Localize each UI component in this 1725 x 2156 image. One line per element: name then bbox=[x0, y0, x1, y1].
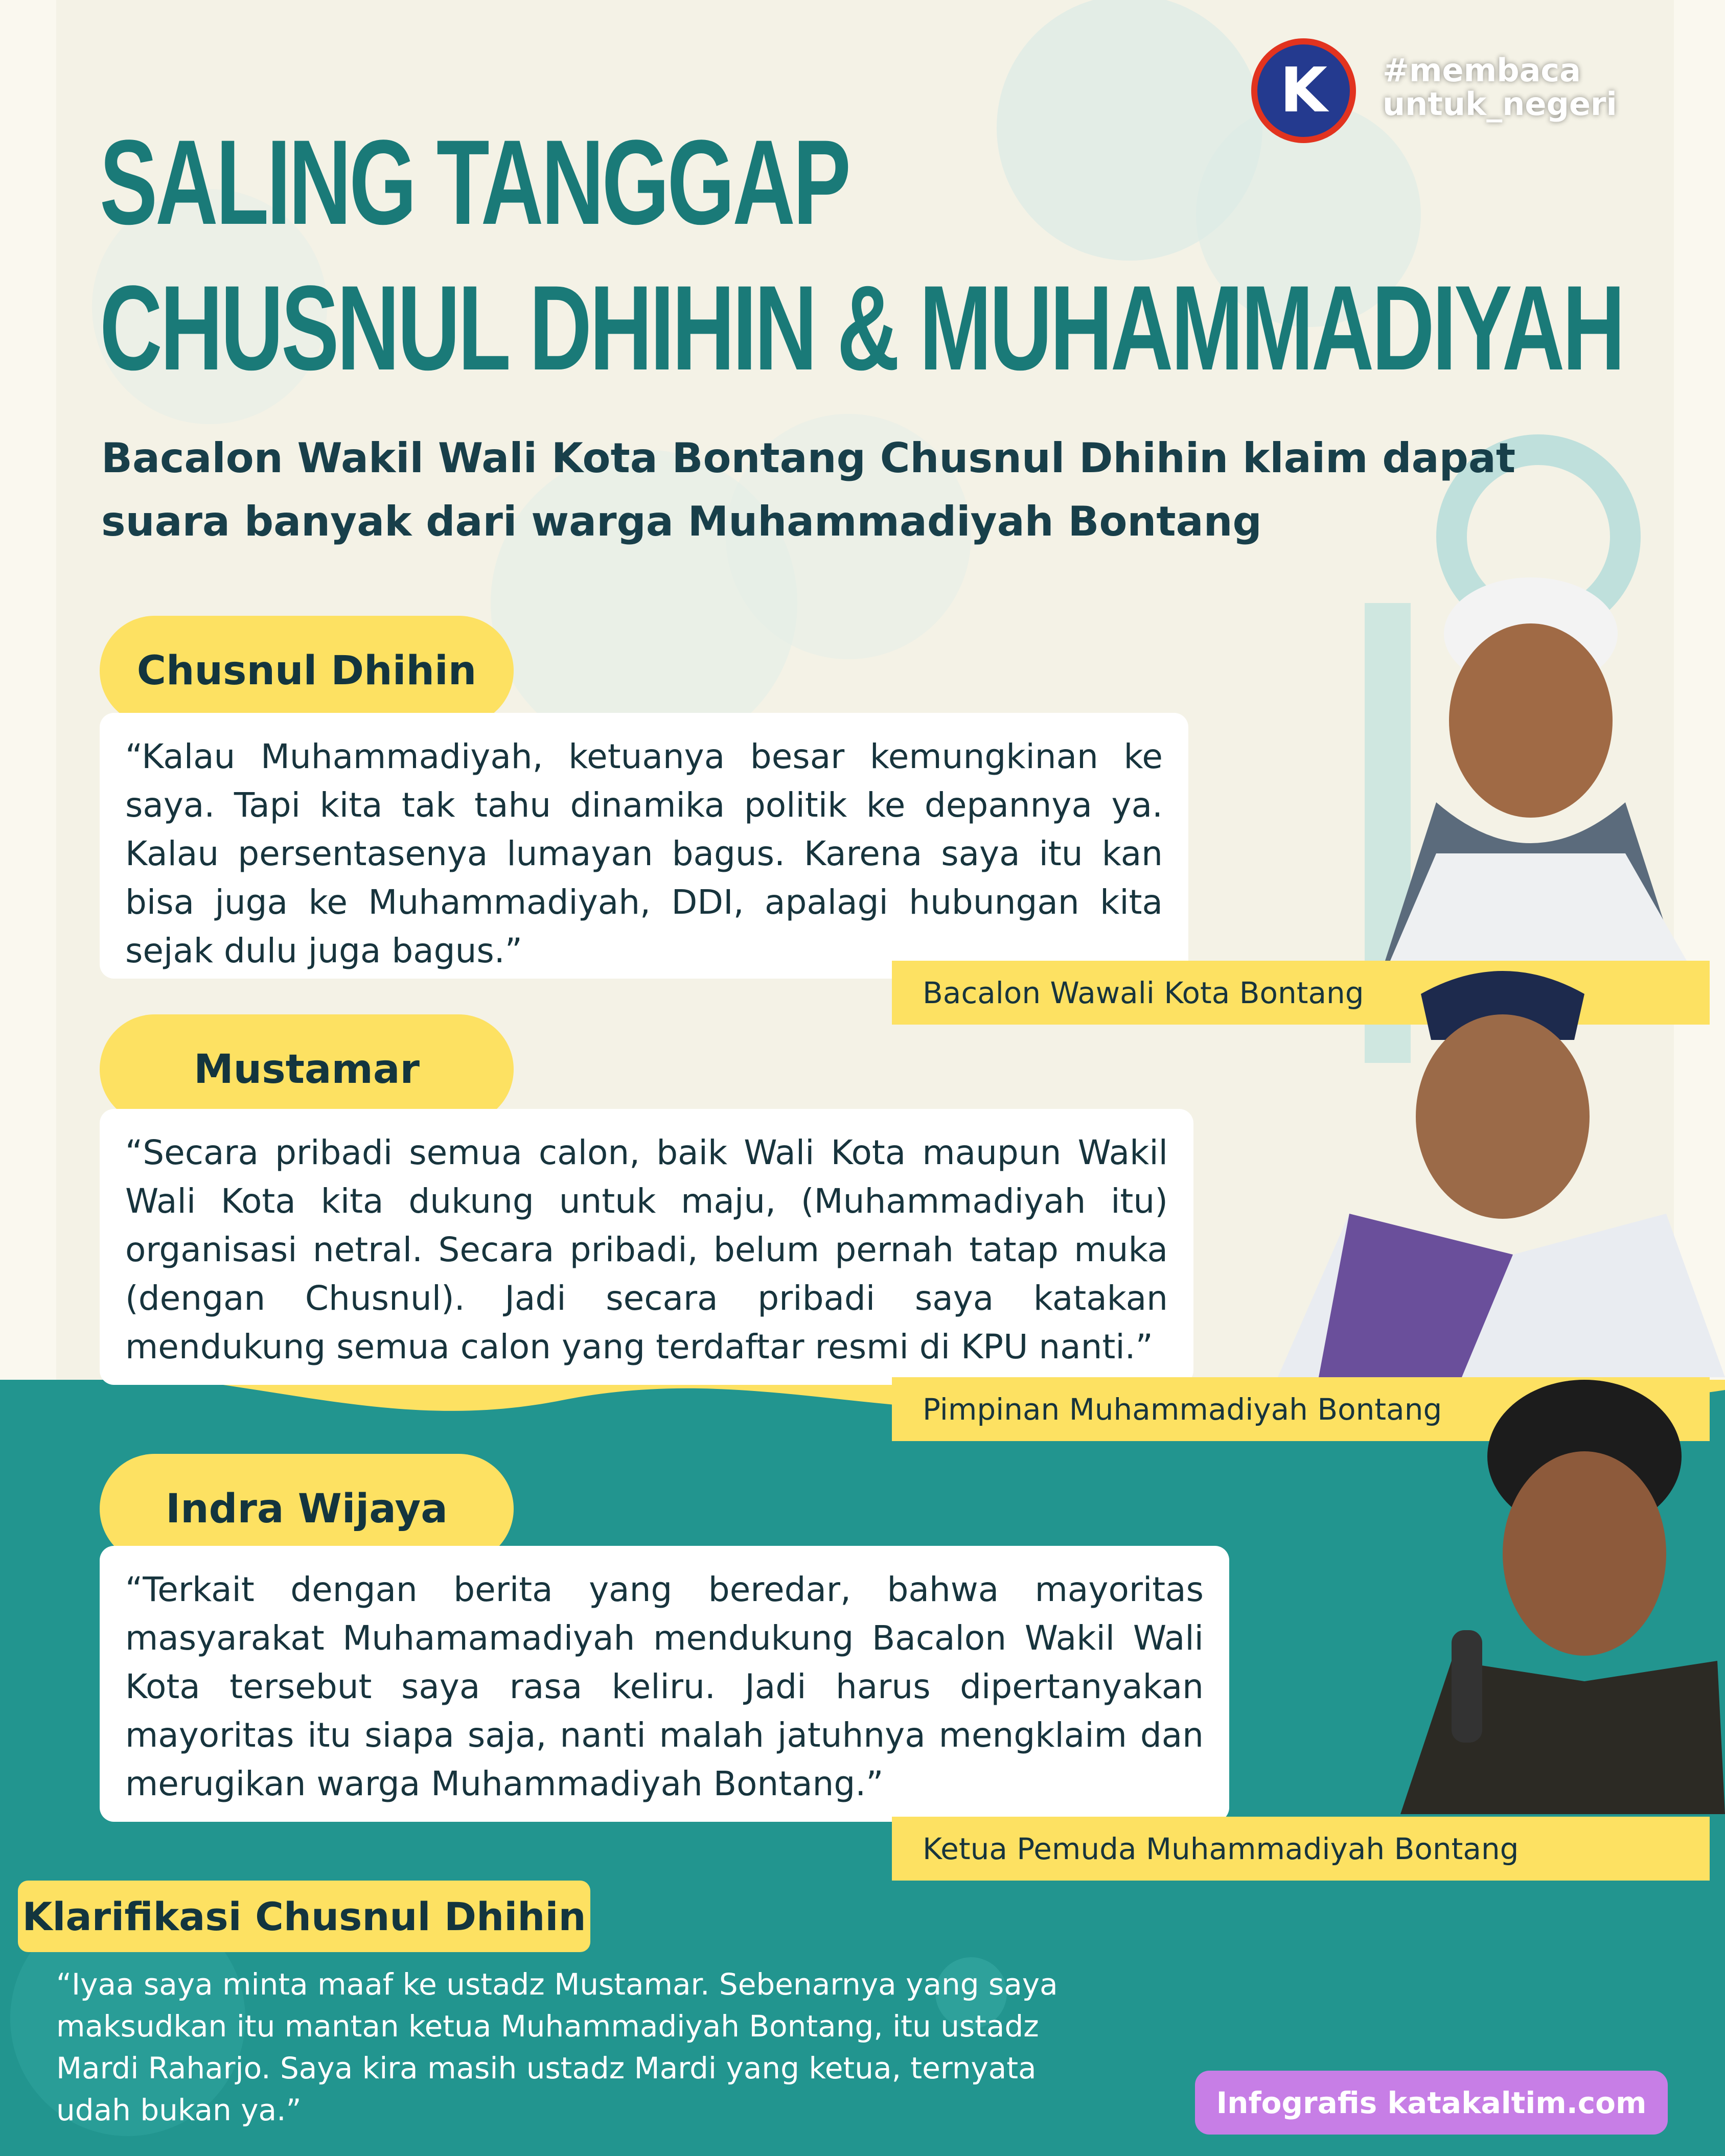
person-icon bbox=[1380, 1375, 1725, 1814]
portrait-mustamar-photo bbox=[1247, 948, 1725, 1377]
speaker-role-bar: Bacalon Wawali Kota Bontang bbox=[892, 961, 1710, 1025]
quote-box: “Terkait dengan berita yang beredar, bahwa mayoritas masyarakat Muhamamadiyah mendukung Bacalon Wakil Wali Kota tersebut saya rasa keliru. Jadi harus dipertanyakan mayoritas itu siapa saja, nanti malah jatuhnya mengklaim dan merugikan warga Muhammadiyah Bontang.” bbox=[100, 1546, 1229, 1822]
k-logo-icon: K bbox=[1251, 38, 1356, 143]
credit-badge: Infografis katakaltim.com bbox=[1195, 2071, 1668, 2135]
quote-box: “Secara pribadi semua calon, baik Wali Kota maupun Wakil Wali Kota kita dukung untuk maju, (Muhammadiyah itu) organisasi netral. Secara pribadi, belum pernah tatap muka (dengan Chusnul). Jadi secara pribadi saya katakan mendukung semua calon yang terdaftar resmi di KPU nanti.” bbox=[100, 1109, 1193, 1385]
speaker-name-pill: Mustamar bbox=[100, 1014, 514, 1124]
title-line1: SALING TANGGAP bbox=[100, 115, 849, 250]
quote-box: “Kalau Muhammadiyah, ketuanya besar kemungkinan ke saya. Tapi kita tak tahu dinamika politik ke depannya ya. Kalau persentasenya lumayan bagus. Karena saya itu kan bisa juga ke Muhammadiyah, DDI, apalagi hubungan kita sejak dulu juga bagus.” bbox=[100, 713, 1188, 979]
portrait-indra-photo bbox=[1380, 1375, 1725, 1814]
portrait-chusnul-photo bbox=[1360, 567, 1702, 961]
person-icon bbox=[1360, 567, 1702, 961]
hashtag-line2: untuk_negeri bbox=[1383, 85, 1617, 123]
speaker-role-bar: Ketua Pemuda Muhammadiyah Bontang bbox=[892, 1817, 1710, 1881]
clarification-label: Klarifikasi Chusnul Dhihin bbox=[18, 1881, 590, 1952]
speaker-name-pill: Indra Wijaya bbox=[100, 1454, 514, 1564]
speaker-name-pill: Chusnul Dhihin bbox=[100, 616, 514, 726]
title-line2: CHUSNUL DHIHIN & MUHAMMADIYAH bbox=[100, 261, 1623, 396]
clarification-quote: “Iyaa saya minta maaf ke ustadz Mustamar. Sebenarnya yang saya maksudkan itu mantan ketua Muhammadiyah Bontang, itu ustadz Mardi Raharjo. Saya kira masih ustadz Mardi yang ketua, ternyata udah bukan ya.” bbox=[56, 1967, 1058, 2127]
page-title bbox=[100, 110, 1623, 401]
speaker-role-bar: Pimpinan Muhammadiyah Bontang bbox=[892, 1377, 1710, 1441]
hashtag-line1: #membaca bbox=[1383, 52, 1581, 89]
person-icon bbox=[1247, 948, 1725, 1377]
page-subtitle: Bacalon Wakil Wali Kota Bontang Chusnul Dhihin klaim dapat suara banyak dari warga Muhammadiyah Bontang bbox=[101, 434, 1516, 545]
